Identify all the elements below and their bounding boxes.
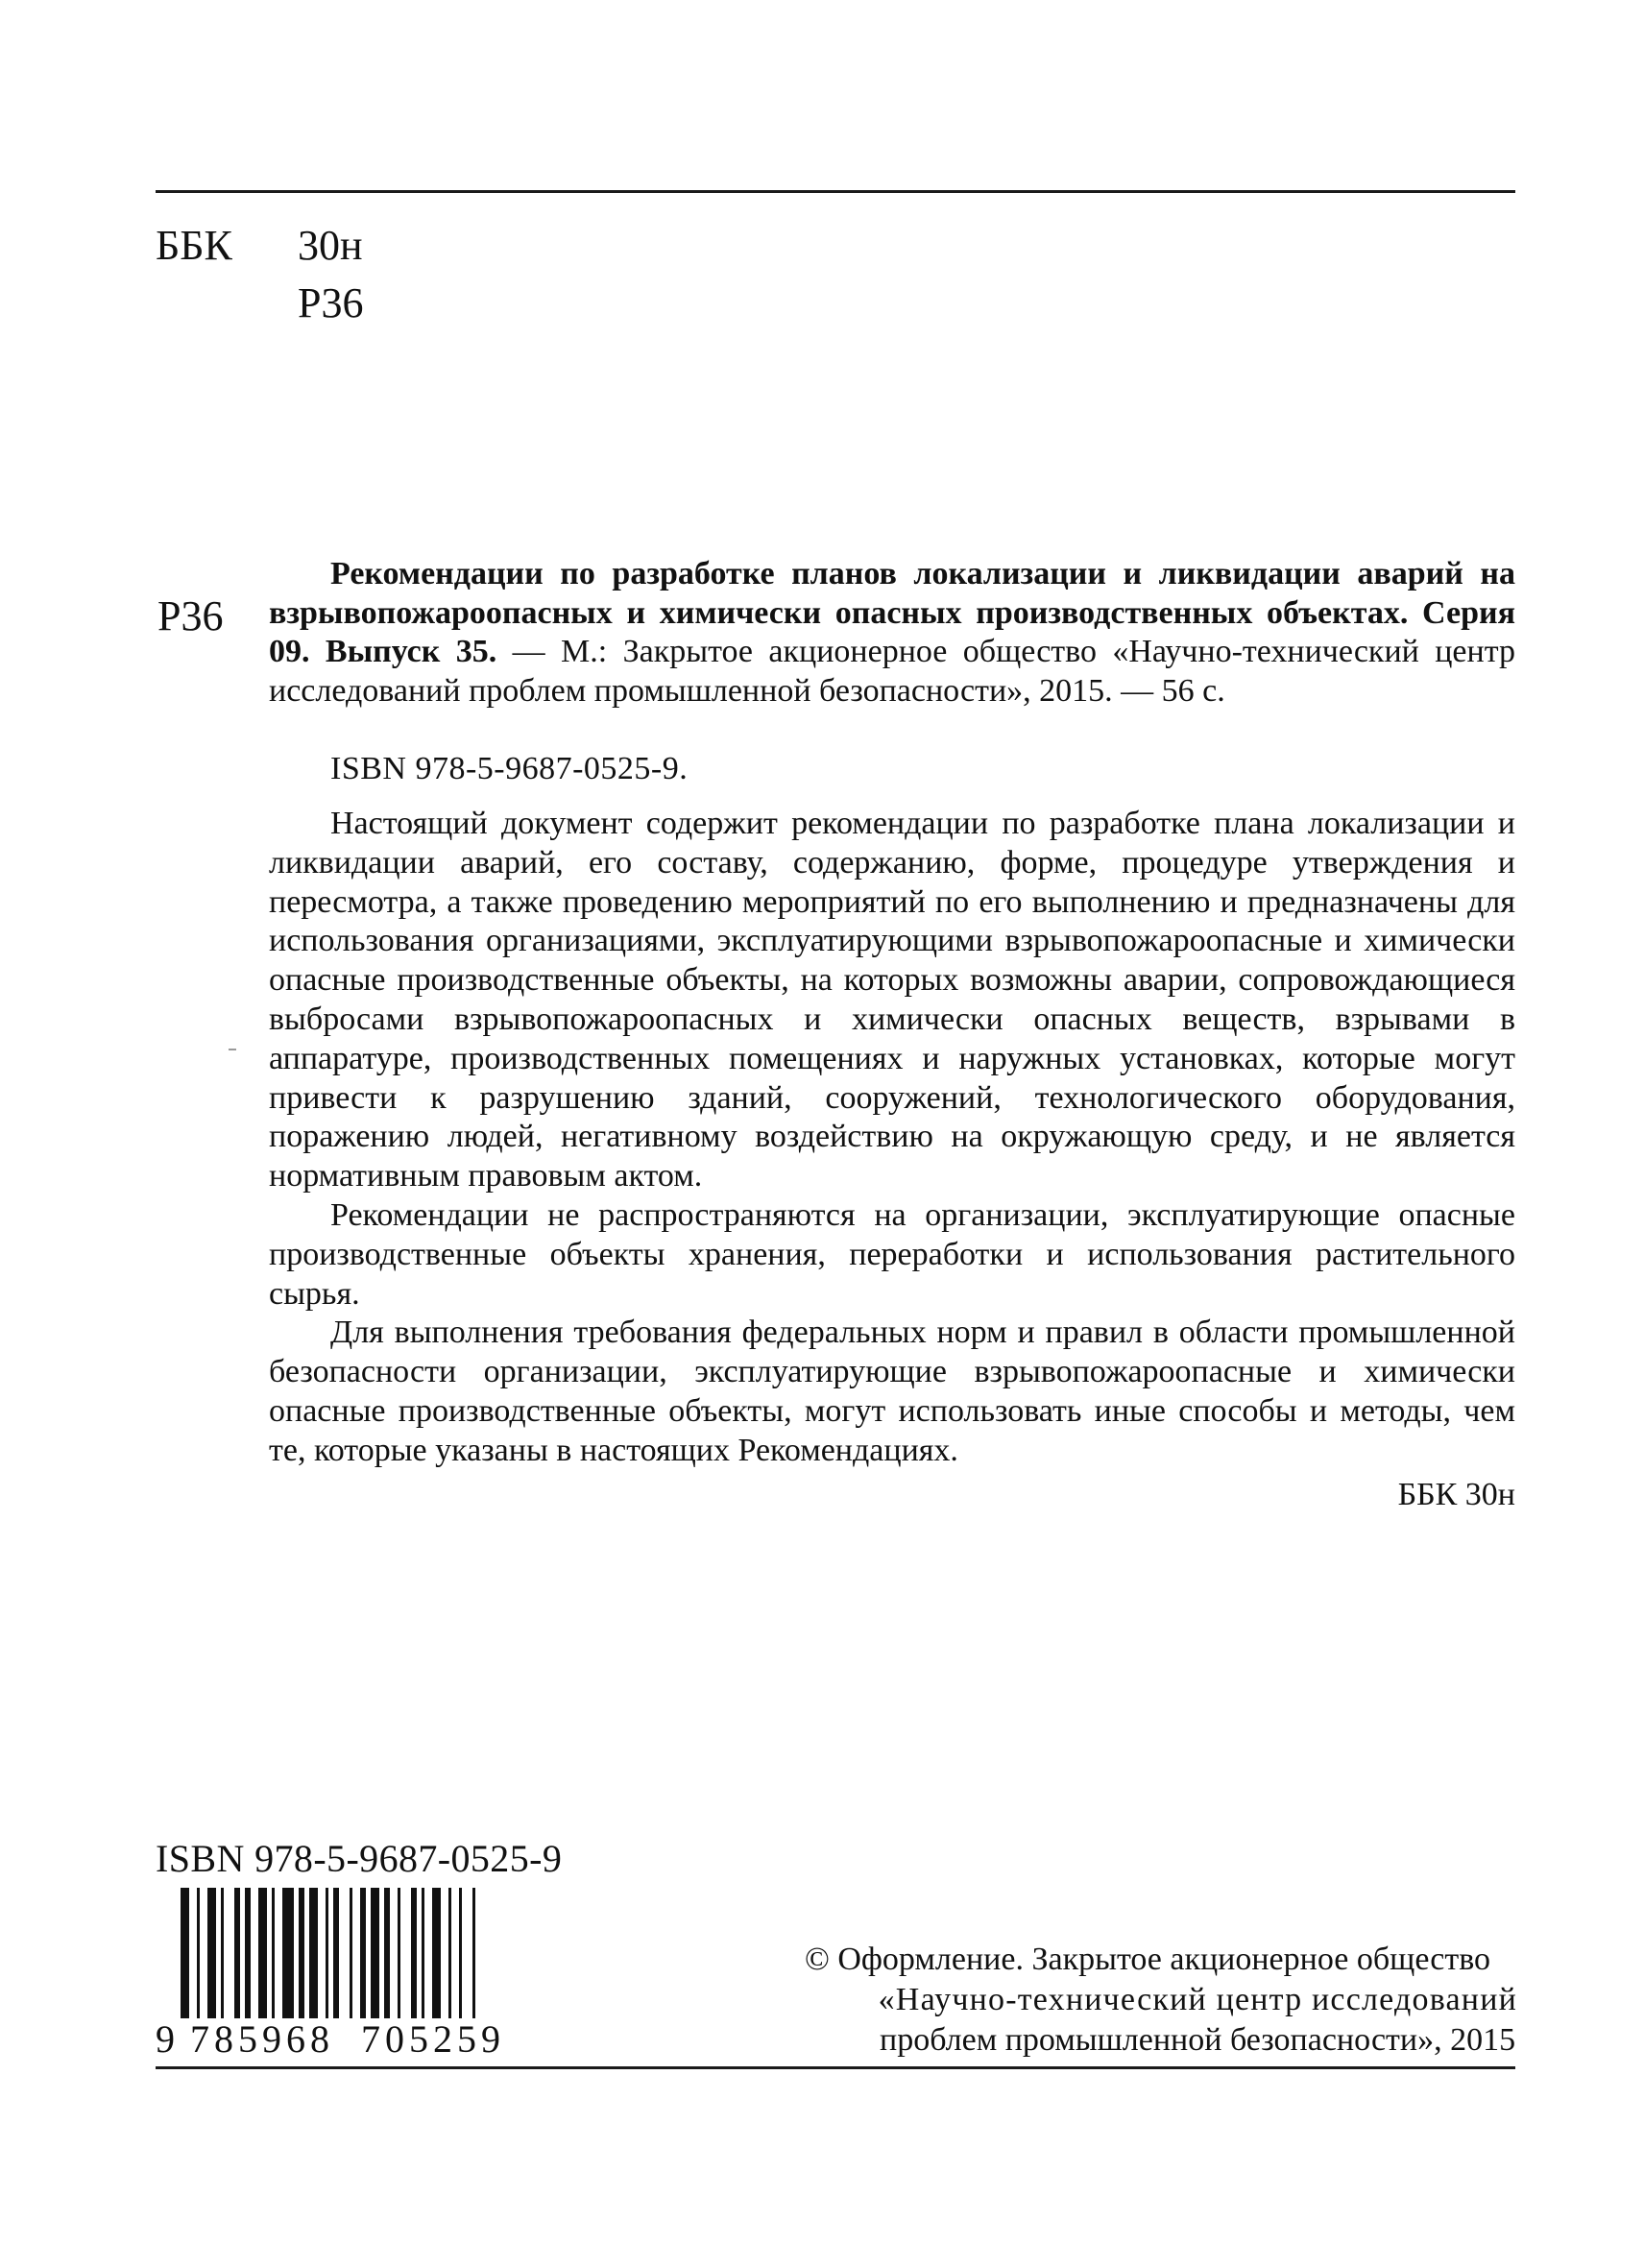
barcode-image — [181, 1888, 544, 2018]
bibliographic-entry — [269, 555, 1515, 711]
bbk-label: ББК — [156, 222, 232, 269]
annotation-paragraph: Рекомендации не распространяются на организации, эксплуатирующие опасные производственные объекты хранения, переработки и использования растительного сырья. — [269, 1196, 1515, 1312]
barcode-bar — [333, 1888, 339, 2018]
bottom-rule — [156, 2066, 1515, 2069]
bbk-codes — [298, 217, 363, 332]
barcode-bar — [282, 1888, 294, 2018]
entry-publisher: — М.: Закрытое акционерное общество «Научно-технический центр исследований проблем промышленной безопасности», 2015. — 56 с. — [269, 634, 1515, 709]
barcode-bar — [472, 1888, 475, 2018]
author-sign: Р36 — [298, 279, 364, 326]
barcode-bar — [350, 1888, 352, 2018]
barcode-bar — [384, 1888, 390, 2018]
barcode-lead-digit: 9 — [156, 2017, 175, 2061]
margin-mark — [229, 1049, 236, 1050]
barcode-bar — [448, 1888, 451, 2018]
entry-title: Рекомендации по разработке планов локализации и ликвидации аварий на взрывопожароопасных и химически опасных производственных объектах. Серия 09. Выпуск 35. — [269, 556, 1515, 669]
barcode-bar — [360, 1888, 366, 2018]
barcode-bar — [258, 1888, 267, 2018]
barcode-bar — [234, 1888, 240, 2018]
barcode-bar — [197, 1888, 200, 2018]
barcode-bar — [181, 1888, 189, 2018]
copyright-notice — [805, 1940, 1517, 2061]
bbk-footer: ББК 30н — [1397, 1477, 1515, 1512]
isbn-line: ISBN 978-5-9687-0525-9. — [330, 751, 689, 786]
top-rule — [156, 190, 1515, 193]
barcode-isbn-label: ISBN 978-5-9687-0525-9 — [156, 1837, 563, 1880]
barcode-bar — [309, 1888, 318, 2018]
copyright-line: © Оформление. Закрытое акционерное общество — [805, 1942, 1491, 1977]
barcode-bar — [272, 1888, 275, 2018]
barcode-bar — [245, 1888, 251, 2018]
annotation — [269, 805, 1515, 1471]
barcode-digit-group-1: 785968 — [190, 2017, 334, 2061]
barcode-bar — [432, 1888, 441, 2018]
barcode-bar — [207, 1888, 216, 2018]
margin-author-sign: Р36 — [157, 592, 224, 639]
barcode-bar — [326, 1888, 328, 2018]
copyright-line: «Научно-технический центр исследований — [878, 1982, 1517, 2017]
bbk-code: 30н — [298, 222, 363, 269]
barcode-bar — [398, 1888, 400, 2018]
barcode-bar — [422, 1888, 424, 2018]
copyright-line: проблем промышленной безопасности», 2015 — [880, 2022, 1516, 2058]
annotation-paragraph: Для выполнения требования федеральных норм и правил в области промышленной безопасности организации, эксплуатирующие взрывопожароопасные и химически опасные производственные объекты, могут использовать иные способы и методы, чем те, которые указаны в настоящих Рекомендациях. — [269, 1315, 1515, 1468]
barcode-bar — [459, 1888, 462, 2018]
barcode-bar — [371, 1888, 379, 2018]
annotation-paragraph: Настоящий документ содержит рекомендации по разработке плана локализации и ликвидации аварий, его составу, содержанию, форме, процедуре утверждения и пересмотра, а также проведению мероприятий по его выполнению и предназначены для использования организациями, эксплуатирующими взрывопожароопасные и химически опасные производственные объекты, на которых возможны аварии, сопровождающиеся выбросами взрывопожароопасных и химически опасных веществ, взрывами в аппаратуре, производственных помещениях и наружных установках, которые могут привести к разрушению зданий, сооружений, технологического оборудования, поражению людей, негативному воздействию на окружающую среду, и не является нормативным правовым актом. — [269, 806, 1515, 1194]
barcode-bar — [411, 1888, 417, 2018]
barcode-bar — [299, 1888, 304, 2018]
barcode-bar — [221, 1888, 224, 2018]
barcode-digit-group-2: 705259 — [361, 2017, 505, 2061]
